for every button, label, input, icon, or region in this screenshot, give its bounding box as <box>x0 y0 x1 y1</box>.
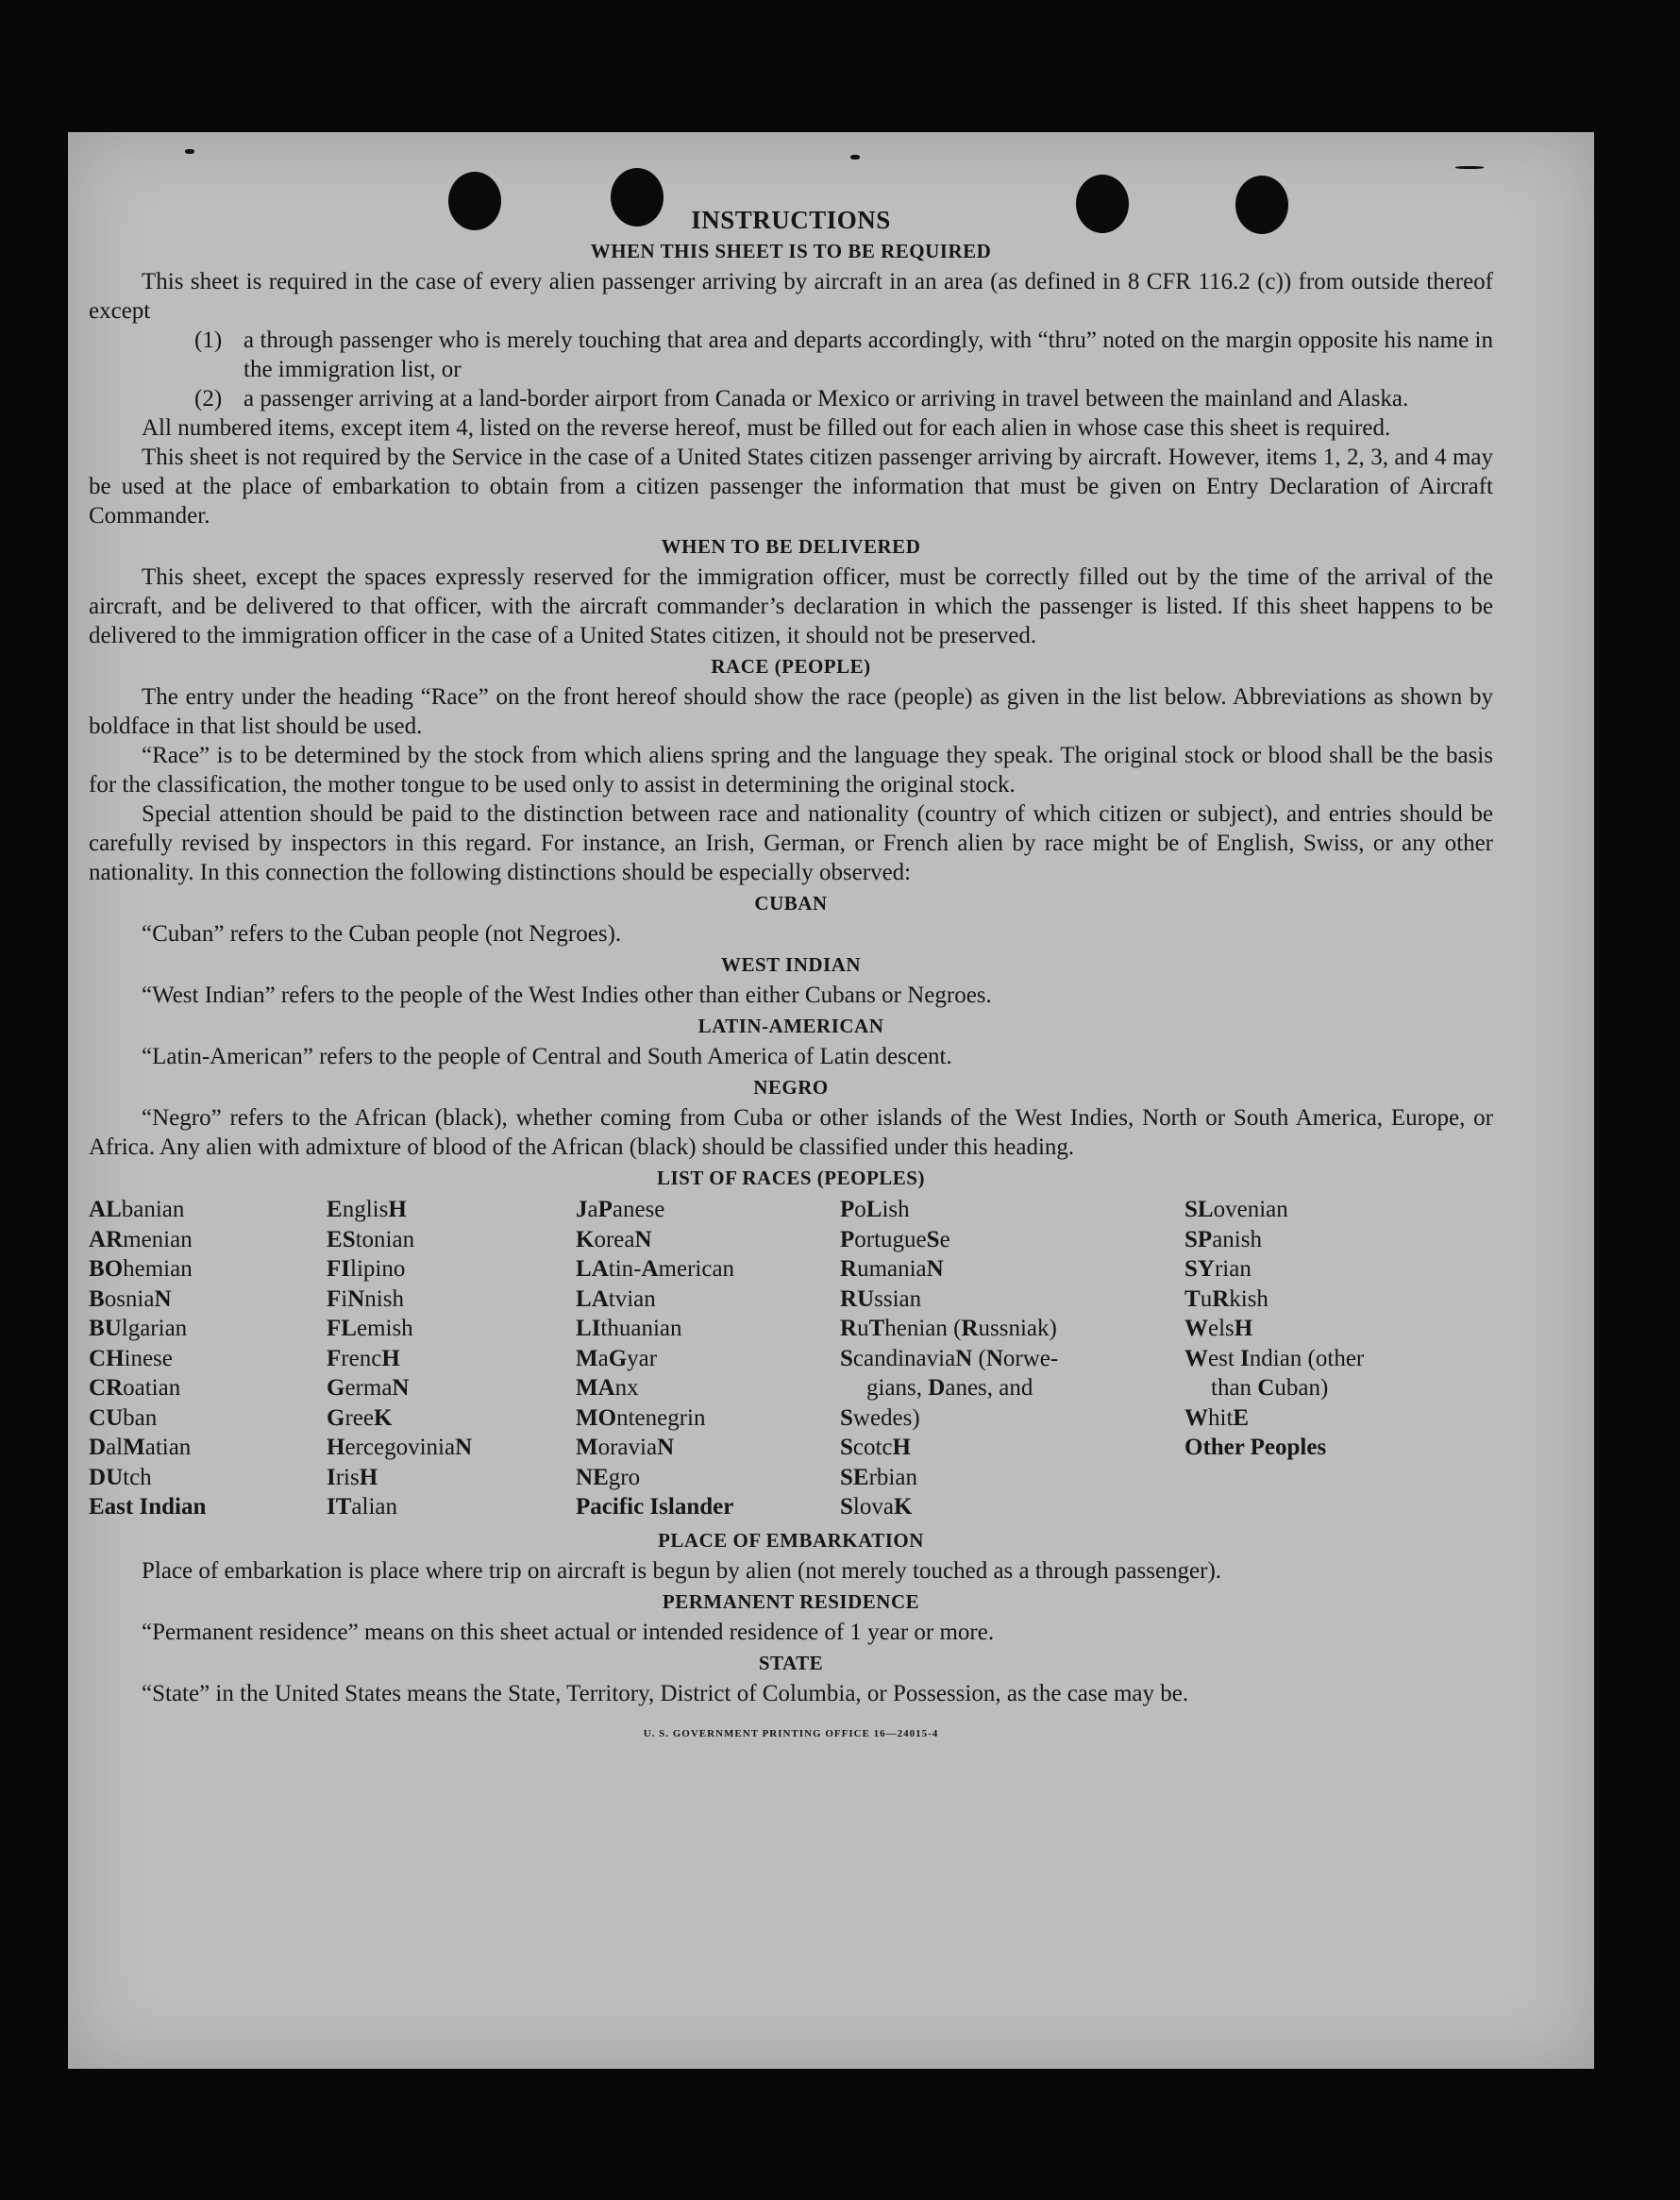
race-entry: SLovenian <box>1184 1197 1288 1222</box>
list-item <box>194 384 1493 413</box>
race-entry: WhitE <box>1184 1404 1250 1431</box>
race-entry: FIlipino <box>327 1256 406 1282</box>
race-column <box>327 1195 576 1522</box>
speck <box>185 149 194 154</box>
race-entry: DalMatian <box>89 1435 192 1460</box>
section-heading: PERMANENT RESIDENCE <box>662 1589 920 1613</box>
paragraph: This sheet is not required by the Service in the case of a United States citizen passenger arriving by aircraft. However, items 1, 2, 3, and 4 may be used at the place of embarkation to obtain from a citizen passenger the information that must be given on Entry Declaration of Aircraft Commander. <box>89 445 1493 529</box>
list-item <box>194 326 1493 384</box>
race-entry: BUlgarian <box>89 1316 188 1341</box>
race-entry: PortugueSe <box>840 1226 950 1252</box>
paragraph: The entry under the heading “Race” on the front hereof should show the race (people) as given in the list below. Abbreviations as shown by boldface in that list should be used. <box>89 684 1493 739</box>
race-entry: SlovaK <box>840 1494 913 1520</box>
race-entry: RUssian <box>840 1285 922 1312</box>
paragraph: This sheet, except the spaces expressly reserved for the immigration officer, must be correctly filled out by the time of the arrival of the aircraft, and be delivered to that officer, with the aircraft commander’s declaration in which the passenger is listed. If this sheet happens to be delivered to the immigration officer in the case of a United States citizen, it should not be preserved. <box>89 564 1493 648</box>
section-heading: RACE (PEOPLE) <box>711 655 871 678</box>
paragraph: “West Indian” refers to the people of the West Indies other than either Cubans or Negroes. <box>142 982 992 1008</box>
race-column <box>1184 1195 1493 1522</box>
section-heading: NEGRO <box>753 1076 829 1099</box>
race-column <box>576 1195 840 1522</box>
paragraph: This sheet is required in the case of every alien passenger arriving by aircraft in an area (as defined in 8 CFR 116.2 (c)) from outside thereof except <box>89 269 1493 324</box>
race-entry: TuRkish <box>1184 1285 1268 1312</box>
section-heading: PLACE OF EMBARKATION <box>658 1528 924 1552</box>
race-entry: Other Peoples <box>1184 1435 1327 1460</box>
race-entry: East Indian <box>89 1494 207 1520</box>
race-entry: NEgro <box>576 1464 641 1490</box>
printing-office-footer: U. S. GOVERNMENT PRINTING OFFICE 16—24015-4 <box>643 1727 939 1739</box>
section-heading: STATE <box>758 1651 824 1674</box>
document-title: INSTRUCTIONS <box>691 206 891 234</box>
race-entry: LAtin-American <box>576 1256 735 1282</box>
race-entry: EStonian <box>327 1226 415 1252</box>
speck <box>1455 166 1484 169</box>
race-entry: RumaniaN <box>840 1256 944 1282</box>
race-entry: gians, Danes, and <box>866 1375 1033 1401</box>
race-entry: SPanish <box>1184 1226 1262 1252</box>
race-entry: EnglisH <box>327 1197 407 1222</box>
item-number: (1) <box>194 327 223 353</box>
race-entry: ALbanian <box>89 1197 185 1222</box>
race-entry: CHinese <box>89 1345 173 1371</box>
race-entry: BOhemian <box>89 1256 193 1282</box>
race-entry: Pacific Islander <box>576 1494 734 1520</box>
paragraph: Special attention should be paid to the distinction between race and nationality (country of which citizen or subject), and entries should be carefully revised by inspectors in this regard. For instance, an Irish, German, or French alien by race might be of English, Swiss, or any other nationality. In this connection the following distinctions should be especially observed: <box>89 801 1493 885</box>
race-entry: CUban <box>89 1404 158 1431</box>
race-entry: than Cuban) <box>1211 1375 1329 1401</box>
race-entry: DUtch <box>89 1464 152 1490</box>
paragraph: “Cuban” refers to the Cuban people (not Negroes). <box>142 921 622 947</box>
paragraph: “Race” is to be determined by the stock from which aliens spring and the language they speak. The original stock or blood shall be the basis for the classification, the mother tongue to be used only to assist in determining the original stock. <box>89 743 1493 798</box>
paragraph: “Negro” refers to the African (black), whether coming from Cuba or other islands of the West Indies, North or South America, Europe, or Africa. Any alien with admixture of blood of the African (black) should be classified under this heading. <box>89 1105 1493 1160</box>
race-entry: GermaN <box>327 1375 410 1401</box>
paragraph: “Latin-American” refers to the people of Central and South America of Latin descent. <box>142 1044 952 1069</box>
race-entry: ScotcH <box>840 1435 911 1460</box>
race-column <box>89 1195 327 1522</box>
race-entry: WelsH <box>1184 1316 1253 1341</box>
race-entry: LAtvian <box>576 1285 656 1312</box>
race-entry: BosniaN <box>89 1285 172 1312</box>
paragraph: “Permanent residence” means on this sheet actual or intended residence of 1 year or more. <box>142 1619 995 1645</box>
race-entry: SErbian <box>840 1464 917 1490</box>
race-entry: RuThenian (Russniak) <box>840 1316 1057 1341</box>
race-entry: ScandinaviaN (Norwe- <box>840 1345 1059 1371</box>
race-entry: MAnx <box>576 1375 639 1401</box>
race-entry: HercegoviniaN <box>327 1435 473 1460</box>
race-entry: CRoatian <box>89 1375 181 1401</box>
race-entry: ARmenian <box>89 1226 193 1252</box>
race-entry: ITalian <box>327 1494 398 1520</box>
section-heading: WHEN TO BE DELIVERED <box>661 535 921 558</box>
race-entry: MaGyar <box>576 1345 658 1371</box>
section-heading: LATIN-AMERICAN <box>697 1015 884 1037</box>
document-content <box>89 206 1493 1749</box>
race-entry: KoreaN <box>576 1226 652 1252</box>
section-heading: WEST INDIAN <box>720 953 862 976</box>
race-entry: FrencH <box>327 1345 400 1371</box>
speck <box>850 155 860 160</box>
race-entry: Swedes) <box>840 1404 920 1431</box>
item-text: a through passenger who is merely touching that area and departs accordingly, with “thru” noted on the margin opposite his name in the immigration list, or <box>244 327 1493 382</box>
race-entry: IrisH <box>327 1464 378 1490</box>
paragraph: “State” in the United States means the State, Territory, District of Columbia, or Possession, as the case may be. <box>142 1680 1189 1706</box>
section-heading: LIST OF RACES (PEOPLES) <box>657 1167 925 1189</box>
race-list <box>89 1195 1493 1522</box>
item-number: (2) <box>194 386 223 411</box>
race-entry: FiNnish <box>327 1285 404 1312</box>
race-entry: GreeK <box>327 1404 393 1431</box>
race-entry: JaPanese <box>576 1197 665 1222</box>
paragraph: All numbered items, except item 4, listed on the reverse hereof, must be filled out for each alien in whose case this sheet is required. <box>142 415 1391 441</box>
race-entry: SYrian <box>1184 1256 1252 1282</box>
section-heading: CUBAN <box>754 892 828 915</box>
race-entry: LIthuanian <box>576 1316 682 1341</box>
race-entry: MoraviaN <box>576 1435 675 1460</box>
race-entry: PoLish <box>840 1197 910 1222</box>
section-heading: WHEN THIS SHEET IS TO BE REQUIRED <box>590 240 992 262</box>
race-column <box>840 1195 1184 1522</box>
race-entry: West Indian (other <box>1184 1345 1365 1371</box>
race-entry: FLemish <box>327 1316 413 1341</box>
item-text: a passenger arriving at a land-border airport from Canada or Mexico or arriving in travel between the mainland and Alaska. <box>244 386 1409 411</box>
paragraph: Place of embarkation is place where trip on aircraft is begun by alien (not merely touched as a through passenger). <box>142 1557 1222 1584</box>
race-entry: MOntenegrin <box>576 1404 706 1431</box>
